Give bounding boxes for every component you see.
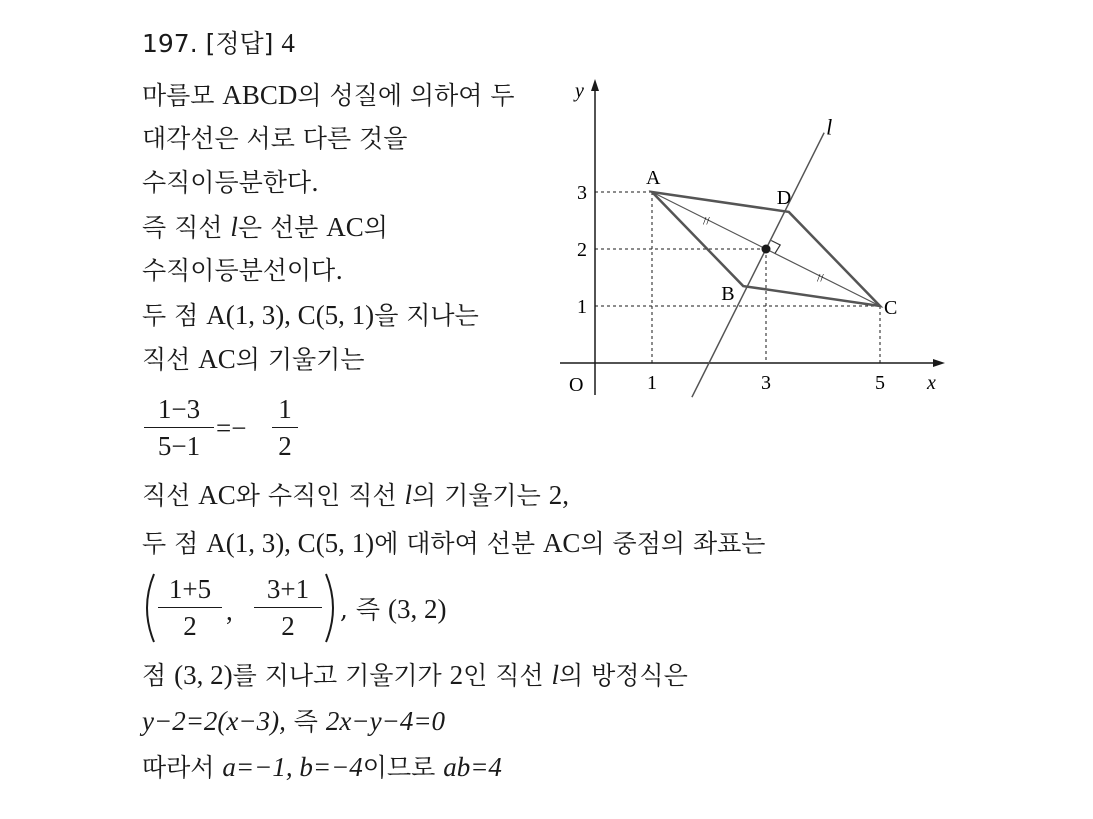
- fraction-numerator: 1: [278, 394, 292, 424]
- midpoint-y-fraction: [254, 574, 322, 641]
- math-l: l: [551, 660, 560, 690]
- fraction-comma: ,: [226, 596, 233, 626]
- text-line-4: [142, 212, 388, 243]
- text: 수직이등분한다.: [142, 168, 319, 197]
- y-tick-label: 2: [577, 239, 587, 261]
- text: 를 지나고 기울기가: [232, 661, 450, 690]
- text-line-1: [142, 80, 514, 111]
- line-l-label: l: [826, 114, 833, 140]
- math-result: ab=4: [443, 752, 502, 782]
- x-axis-label: x: [927, 372, 936, 394]
- slope-fraction: [144, 394, 214, 461]
- text: 의: [363, 213, 388, 242]
- y-axis-label: y: [575, 80, 584, 102]
- text: 은 선분: [237, 213, 327, 242]
- fraction-numerator: 1+5: [168, 574, 212, 604]
- problem-number: 197.: [142, 29, 198, 58]
- y-axis-arrow: [591, 79, 599, 91]
- vertex-label-d: D: [776, 186, 792, 209]
- x-tick-label: 3: [761, 372, 771, 394]
- math-points: A(1, 3), C(5, 1): [206, 300, 375, 330]
- text: 인 직선: [463, 661, 552, 690]
- text-line-3: [142, 168, 319, 198]
- math-points: A(1, 3), C(5, 1): [206, 528, 375, 558]
- math-l: l: [230, 212, 238, 242]
- midpoint-dot: [762, 245, 771, 254]
- text: 와 수직인 직선: [235, 481, 405, 510]
- x-tick-label: 1: [647, 372, 657, 394]
- fraction-bar: [272, 427, 298, 428]
- vertex-label-a: A: [646, 167, 661, 189]
- text: 의 중점의 좌표는: [580, 529, 766, 558]
- text: 의 기울기는: [235, 345, 365, 374]
- problem-header: [142, 28, 295, 59]
- vertex-label-b: B: [721, 283, 735, 306]
- text-line-10: [142, 528, 765, 559]
- fraction-numerator: 1−3: [157, 394, 201, 424]
- fraction-bar: [158, 607, 222, 608]
- fraction-bar: [144, 427, 214, 428]
- answer-value: 4: [281, 28, 295, 58]
- text: 즉 직선: [142, 213, 231, 242]
- text-line-9: [142, 480, 569, 511]
- text: 수직이등분선이다.: [142, 256, 344, 285]
- midpoint-result: [340, 594, 446, 626]
- text: 의 기울기는: [412, 481, 549, 510]
- math-values: a=−1, b=−4: [222, 752, 363, 782]
- text: 두 점: [142, 529, 207, 558]
- text: , 즉: [340, 595, 388, 624]
- text-line-12: [142, 660, 688, 691]
- equal-tick-mark: //: [817, 270, 824, 285]
- midpoint-x-fraction: [158, 574, 222, 641]
- math-ac: AC: [542, 528, 581, 558]
- math-ac: AC: [198, 344, 236, 374]
- text: 을 지나는: [374, 301, 479, 330]
- text: 이므로: [362, 753, 444, 782]
- text: 직선: [142, 345, 199, 374]
- text-line-5: [142, 256, 343, 286]
- math-equation: y−2=2(x−3),: [142, 706, 286, 736]
- text-line-7: [142, 344, 364, 375]
- text: 의 성질에 의하여 두: [297, 81, 515, 110]
- fraction-numerator: 3+1: [266, 574, 310, 604]
- math-two: 2,: [548, 480, 569, 510]
- math-two: 2: [449, 660, 464, 690]
- half-fraction: [272, 394, 298, 461]
- right-paren: [322, 572, 342, 644]
- text: 에 대하여 선분: [374, 529, 543, 558]
- text: 마름모: [142, 81, 223, 110]
- equal-tick-mark: //: [703, 213, 710, 228]
- x-axis-arrow: [933, 359, 945, 367]
- line-l: [692, 133, 824, 397]
- text: 직선: [142, 481, 199, 510]
- fraction-denominator: 2: [183, 611, 197, 641]
- math-abcd: ABCD: [222, 80, 298, 110]
- text-line-13: [142, 706, 445, 737]
- text: 대각선은 서로 다른 것을: [142, 124, 408, 153]
- text: 점: [142, 661, 175, 690]
- origin-label: O: [569, 374, 584, 396]
- math-l: l: [404, 480, 413, 510]
- answer-label: [정답]: [205, 29, 274, 58]
- coordinate-graph: [555, 75, 955, 405]
- slope-equals: =−: [216, 413, 247, 443]
- math-ac: AC: [198, 480, 236, 510]
- text-line-14: [142, 752, 502, 783]
- math-equation: 2x−y−4=0: [325, 706, 446, 736]
- fraction-denominator: 2: [281, 611, 295, 641]
- text: 즉: [285, 707, 326, 736]
- text: 따라서: [142, 753, 223, 782]
- math-midpoint: (3, 2): [388, 594, 447, 624]
- x-tick-label: 5: [875, 372, 885, 394]
- text-line-2: [142, 124, 407, 154]
- y-tick-label: 1: [577, 296, 587, 318]
- vertex-label-c: C: [884, 297, 898, 319]
- fraction-denominator: 2: [278, 431, 292, 461]
- text: 의 방정식은: [559, 661, 688, 690]
- fraction-bar: [254, 607, 322, 608]
- math-ac: AC: [326, 212, 364, 242]
- math-point: (3, 2): [174, 660, 233, 690]
- right-angle-mark: [771, 240, 780, 253]
- text: 두 점: [142, 301, 207, 330]
- fraction-denominator: 5−1: [157, 431, 201, 461]
- text-line-6: [142, 300, 479, 331]
- y-tick-label: 3: [577, 182, 587, 204]
- guide-lines: [595, 192, 880, 363]
- left-paren: [138, 572, 158, 644]
